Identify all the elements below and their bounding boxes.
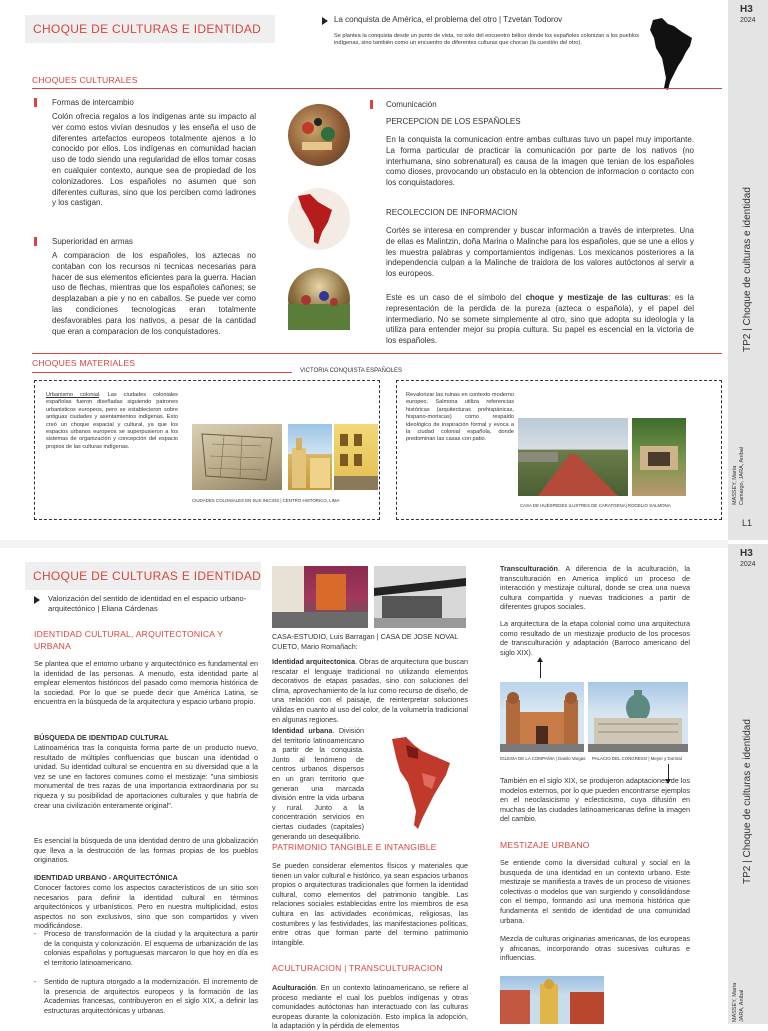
bullet-bar-icon — [34, 98, 37, 107]
page-separator — [0, 540, 728, 548]
percepcion-subtitle: PERCEPCION DE LOS ESPAÑOLES — [386, 117, 521, 126]
bullet-bar-icon — [34, 237, 37, 246]
sidebar-title: TP2 | Choque de culturas e identidad — [742, 187, 753, 352]
sidebar-bottom — [728, 544, 768, 1024]
aculturacion-text: Aculturación. En un contexto latinoamericano, se refiere al proceso mediante el cual los pueblos indígenas y otras comunidades autóctonas han interactuado con las culturas europeas durante la colonización. Esto implica la adopción, la adaptación y la pérdida de elementos — [272, 983, 468, 1031]
triangle-bullet-icon — [34, 596, 40, 604]
noval-cueto-house-image — [374, 566, 466, 628]
divider — [32, 372, 292, 373]
palacio-caption: PALACIO DEL CONGRESO | Meyer y Dormal — [592, 756, 682, 761]
comunicacion-title: Comunicación — [386, 100, 437, 109]
aculturacion-heading: ACULTURACION | TRANSCULTURACION — [272, 963, 443, 973]
mestizaje-heading: MESTIZAJE URBANO — [500, 840, 590, 850]
recoleccion-subtitle: RECOLECCION DE INFORMACION — [386, 208, 518, 217]
latin-america-map-icon — [388, 733, 462, 833]
colonial-map-image — [192, 424, 282, 490]
identidad-urbana-text: Identidad urbana. División del territorio latinoamericano a partir de la conquista. Junto al fenómeno de centros urbanos dispersos en un gran territorio que generan una marcada división entre la vida urbana y rural. Junto a la concentración servicios en ciertas ciudades (capitales) generando un desequilibrio. — [272, 726, 364, 841]
arrow-up-icon — [540, 660, 541, 678]
sidebar-title: TP2 | Choque de culturas e identidad — [742, 719, 753, 884]
recoleccion-text: Cortés se interesa en comprender y buscar información a través de interpretes. Una de ellas es Malintzin, doña Marina o Malinche para los españoles, que se une a ellos y les muestra palabras y comportamientos indígenas. Los mexicanos posteriores a la independencia culpan a la Malinche de traidora de los valores autóctonos al servir a los europeos. — [386, 226, 694, 279]
list-item: - Proceso de transformación de la ciudad y la arquitectura a partir de la conquista y colonización. El esquema de urbanización de las colonias españolas y portuguesas marcaron lo que hoy en día es el territorio latinoamericano. — [34, 929, 258, 967]
barragan-house-image — [272, 566, 368, 628]
superioridad-title: Superioridad en armas — [52, 237, 133, 246]
salmona-caption: CASA DE HUÉSPEDES ILUSTRES DE CARATGENA| ROGELIO SALMONA — [520, 503, 671, 508]
urbano-text: Conocer factores como los aspectos característicos de un sitio son necesarios para definir la identidad cultural en términos arquitectónicos y urbanísticos. Pero en nuestra multiplicidad, estos aspectos no son exclusivos, sino que son compartidos y viven modificándose. — [34, 883, 258, 931]
casa-estudio-caption: CASA-ESTUDIO, Luis Barragan | CASA DE JOSE NOVAL CUETO, Mario Romañach: — [272, 632, 459, 651]
patrimonio-text: Se pueden considerar elementos físicos y materiales que tienen un valor cultural e histórico, ya sean espacios urbanos propios o arquitecturas tradicionales que formen la identidad cultural, como elementos del patrimonio tangible. Las relaciones sociales establecidas entre los miembros de esa cultura en las actividades económicas, religiosas, las costumbres y las festividades, las manifestaciones políticas, entre otras que forman parte del termino patrimonio intangible. — [272, 861, 468, 947]
urbano-title: IDENTIDAD URBANO - ARQUITECTÓNICA — [34, 873, 178, 882]
reference-heading: La conquista de América, el problema del otro | Tzvetan Todorov — [334, 15, 563, 24]
reference-text: Se plantea la conquista desde un punto de vista, no solo del encuentro bélico donde los españoles colonizan a los pueblos indígenas, sino también como un encuentro de diferentes culturas que chocan (la cuestión del otro). — [334, 33, 639, 47]
sidebar-authors: MASSEY, María Camargo, JARA, Aníbal — [732, 446, 745, 505]
arquitectura-colonial-text: La arquitectura de la etapa colonial como una arquitectura como resultado de un mestizaje producto de los procesos de transculturación y adaptación (Barroco americano del siglo XIX). — [500, 619, 690, 657]
mestizaje-symbol-text: Este es un caso de el símbolo del choque y mestizaje de las culturas: es la representación de la perdida de la pureza (azteca o española), y el papel del intermediario. No se somete simplemente al otro, sino que adopta su ideología y la utiliza para entender mejor su propia cultura. Su papel es escencial en la victoria de los españoles. — [386, 293, 695, 346]
patrimonio-heading: PATRIMONIO TANGIBLE E INTANGIBLE — [272, 842, 437, 852]
page-title: CHOQUE DE CULTURAS E IDENTIDAD — [25, 15, 275, 43]
percepcion-text: En la conquista la comunicacion entre ambas culturas tuvo un papel muy importante. La forma particular de practicar la comunicación por parte de los nativos (no interhumana, sino sobrenatural) es causa de la imagen que tenian de los españoles como dioses, provocando un obstaculo en la obtencion de informacion o contacto con los conquistadores. — [386, 135, 694, 188]
page-title: CHOQUE DE CULTURAS E IDENTIDAD — [25, 562, 261, 590]
choques-culturales-heading: CHOQUES CULTURALES — [32, 75, 138, 85]
sidebar-authors: MASSEY, María JARA, Aníbal — [732, 982, 745, 1022]
sidebar-level: L1 — [742, 518, 753, 528]
salmona-garden-image — [632, 418, 686, 496]
iglesia-compania-image — [500, 682, 584, 752]
transculturacion-text: Transculturación. A diferencia de la aculturación, la transculturación en America implicó un proceso de interacción y mestizaje cultural, donde se crea una nueva cultura compartida y nuevas tradiciones a partir de diferentes grupos sociales. — [500, 564, 690, 612]
triangle-bullet-icon — [322, 17, 328, 25]
urbanismo-text: Urbanismo colonial. Las ciudades coloniales españolas fueron diseñadas siguiendo patrones urbanisticos europeos, pero se establecieron sobre antiguas ciudades y asentamientos indígenas. Esto creó un choque espacial y cultural, ya que los espacios urbanos europeos se superpusieron a los sistemas de organización y concepción del espacio propios de las culturas indígenas. — [46, 392, 178, 450]
sidebar-year: 2024 — [740, 561, 756, 568]
formas-title: Formas de intercambio — [52, 98, 134, 107]
south-america-map-icon — [648, 16, 698, 94]
palacio-congreso-image — [588, 682, 688, 752]
lima-building-image — [334, 424, 378, 490]
divider — [32, 88, 722, 89]
sidebar-year: 2024 — [740, 17, 756, 24]
salmona-ruins-image — [518, 418, 628, 496]
identidad-heading: IDENTIDAD CULTURAL, ARQUITECTONICA Y URBANA — [34, 629, 223, 651]
busqueda-text: Latinoamérica tras la conquista forma parte de un producto nuevo, resultado de múltiples confluencias que buscan una identidad o unidad. Su identidad cultural se encuentra en su diversidad que a la vez se une en factores comunes como el mestizaje: "una simbiosis monumental de tres razas de una importancia extraordinaria por su riqueza y su posibilidad de aportaciones culturales y que habría de crear una civilización enteramente original". — [34, 743, 258, 810]
identidad-text: Se plantea que el entorno urbano y arquitectónico es fundamental en la identidad de las personas. A menudo, esta identidad parte al emplear elementos históricos del pasado como memoria histórica de la sociedad. Por lo que se puede decir que América Latina, se encuentra en la búsqueda de la arquitectura y espacio urbano propio. — [34, 659, 258, 707]
iglesia-caption: IGLESIA DE LA COMPAÑIA | Danilo Vargas — [500, 756, 586, 761]
codex-illustration-image — [288, 104, 350, 166]
mestizaje-street-image — [500, 976, 604, 1024]
bullet-bar-icon — [370, 100, 373, 109]
arrow-up-icon-head — [537, 657, 543, 662]
sidebar-code: H3 — [740, 4, 753, 15]
sidebar-code: H3 — [740, 548, 753, 559]
reference-text: Valorización del sentido de identidad en el espacio urbano-arquitectónico | Eliana Cárdenas — [48, 594, 247, 613]
victoria-caption: VICTORIA CONQUISTA ESPAÑOLES — [300, 368, 403, 374]
choques-materiales-heading: CHOQUES MATERIALES — [32, 358, 136, 368]
formas-text: Colón ofrecia regalos a los indigenas ante su impacto al ver como estos vivían desnudos y les enseña el uso de diferentes artefactos europeos totalmente ajenos a lo conocido por ellos. Los indígenas en comunidad hacian uso de todo siendo una regularidad de ellos tomar cosas en cualquier contexto, aunque sea de propiedad de los colonizadores. Los españoles no asumen que son diferentes culturas, sino que los perciben como ladrones y los castigan. — [52, 112, 256, 208]
salmona-text: Revalorizar las ruinas en contexto moderno europeo. Salmona utiliza referencias históricas (arquitecturas prehispánicas, hispano-moriscas) como respaldo ideológico de inspiración formal y evoca a la ciudad colonial española, donde predominan las casas con patio. — [406, 392, 514, 443]
mezcla-text: Mezcla de culturas originarias americanas, de los europeas y africanas, incorporando otras sucesivas culturas e influencias. — [500, 934, 690, 963]
busqueda-title: BÚSQUEDA DE IDENTIDAD CULTURAL — [34, 733, 169, 742]
globalizacion-text: Es esencial la búsqueda de una identidad dentro de una globalización que lleva a la destrucción de las formas propias de los pueblos originarios. — [34, 836, 258, 865]
sidebar-top — [728, 0, 768, 540]
urbanismo-caption: CIUDADES COLONIALES EN SUS INICIOS | CENTRO HISTORICO, LIMA — [192, 498, 340, 503]
list-item: - Sentido de ruptura otorgado a la modernización. El incremento de la presencia de arquitectos europeos y la formación de las Academias francesas, contribuyeron en el siglo XIX, a definir las estructuras arquitectónicas y urbanas. — [34, 977, 258, 1015]
mestizaje-text: Se entiende como la diversidad cultural y social en la busqueda de una identidad en un contexto urbano. Este mestizaje se manifiesta a través de un proceso de visiones colectivas o modelos que van surgiendo y consolidándose con el tiempo, formando así una memoria histórica que fundamenta el sentido de identidad de una comunidad urbana. — [500, 858, 690, 925]
lima-center-image — [288, 424, 332, 490]
america-map-image — [288, 188, 350, 250]
battle-painting-image — [288, 268, 350, 330]
siglo-xix-text: También en el siglo XIX, se produjeron adaptaciones de los modelos externos, por lo que pueden encontrarse ejemplos en el neoclasicismo y eclecticismo, cuya difusión en muchas de las ciudades latinoamericanas define la imagen del cambio. — [500, 776, 690, 824]
divider — [32, 353, 722, 354]
identidad-arquitectonica-text: Identidad arquitectonica. Obras de arquitectura que buscan rescatar el lenguaje tradicional no utilizando elementos decorativos de etapas pasadas, sino con soluciones del clima, aprovechamiento de la luz como recurso de diseño, de una relación con el paisaje, de reinterpretar soluciones válidas en cuanto al uso del color, de la volumetría tradicional en algunas regiones. — [272, 657, 468, 724]
superioridad-text: A comparacion de los españoles, los aztecas no contaban con los recursos ni tecnicas necesarias para hacer de sus elementos eficientes para la guerra. Hacian uso de flechas, mientras que los españoles cañones; se desplazaban a pie y no en caballos. Se puede ver como las condiciones tecnologicas eran totalmente desfavorables para los nativos, a pesar de la cantidad que eran a comparacion de los conquistadores. — [52, 251, 256, 336]
